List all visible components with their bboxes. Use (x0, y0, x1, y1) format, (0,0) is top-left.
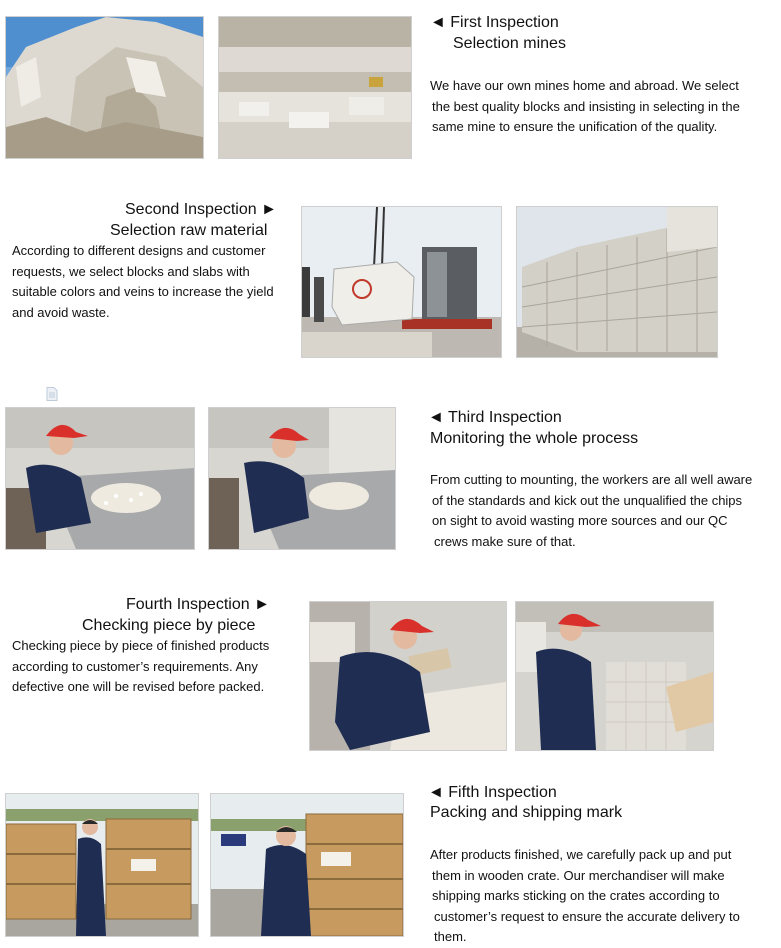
section-1-heading: ◄ First Inspection (430, 14, 559, 31)
section-5-description (430, 845, 740, 948)
text-line: defective one will be revised before packed. (12, 679, 265, 694)
section-4-heading: Fourth Inspection ► (126, 596, 270, 613)
text-line: According to different designs and customer (12, 243, 266, 258)
section-4-subheading: Checking piece by piece (82, 617, 256, 634)
inspecting-tiles-photo-2 (515, 601, 714, 751)
text-line: same mine to ensure the unification of the quality. (432, 119, 718, 134)
text-line: according to customer’s requirements. Any (12, 658, 258, 674)
inspecting-tiles-photo-1 (309, 601, 507, 751)
text-line: suitable colors and veins to increase the yield (12, 284, 274, 299)
section-1-description (430, 76, 740, 138)
text-line: customer’s request to ensure the accurate delivery to (434, 908, 740, 924)
text-line: requests, we select blocks and slabs with (12, 263, 250, 279)
quarry-cliff-photo (5, 16, 204, 159)
worker-sorting-chips-photo-1 (5, 407, 195, 550)
section-1-subheading: Selection mines (453, 35, 566, 52)
section-3-subheading: Monitoring the whole process (430, 430, 639, 447)
section-3-description (430, 470, 752, 552)
text-line: After products finished, we carefully pack up and put (430, 847, 732, 862)
section-2-heading: Second Inspection ► (125, 201, 277, 218)
section-3-heading: ◄ Third Inspection (428, 409, 562, 426)
quarry-pit-photo (218, 16, 412, 159)
stacked-blocks-photo (516, 206, 718, 358)
text-line: them. (434, 929, 467, 944)
text-line: We have our own mines home and abroad. We select (430, 78, 739, 93)
section-5-subheading: Packing and shipping mark (430, 804, 623, 821)
text-line: From cutting to mounting, the workers are all well aware (430, 472, 753, 487)
section-2-subheading: Selection raw material (110, 222, 268, 239)
packing-crates-photo-1 (5, 793, 199, 937)
text-line: shipping marks sticking on the crates according to (432, 888, 720, 903)
section-4-description (12, 636, 269, 698)
text-line: of the standards and kick out the unqualified the chips (432, 492, 743, 508)
text-line: crews make sure of that. (434, 533, 576, 549)
document-icon (46, 387, 58, 401)
text-line: and avoid waste. (12, 304, 110, 320)
text-line: the best quality blocks and insisting in selecting in the (432, 98, 740, 114)
worker-sorting-chips-photo-2 (208, 407, 396, 550)
text-line: on sight to avoid wasting more sources and our QC (432, 513, 728, 528)
section-5-heading: ◄ Fifth Inspection (428, 784, 557, 801)
text-line: Checking piece by piece of finished products (12, 638, 270, 653)
section-2-description (12, 241, 274, 323)
block-loading-truck-photo (301, 206, 502, 358)
packing-crates-photo-2 (210, 793, 404, 937)
text-line: them in wooden crate. Our merchandiser will make (432, 867, 725, 883)
